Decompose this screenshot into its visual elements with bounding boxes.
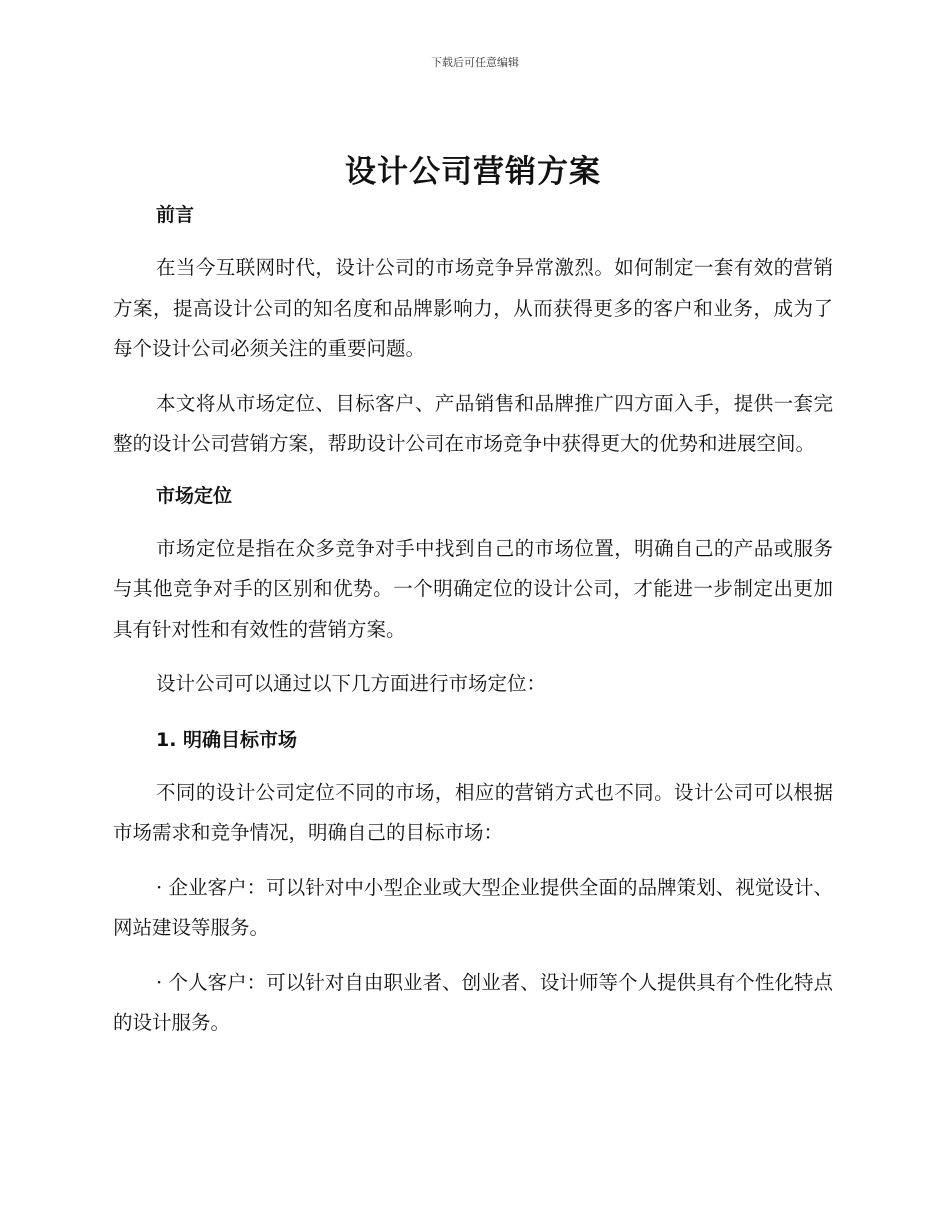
document-title: 设计公司营销方案 xyxy=(345,154,601,190)
paragraph-positioning-1: 市场定位是指在众多竞争对手中找到自己的市场位置，明确自己的产品或服务与其他竞争对手的区别和优势。一个明确定位的设计公司，才能进一步制定出更加具有针对性和有效性的营销方案。 xyxy=(113,536,833,641)
section-heading-market-positioning: 市场定位 xyxy=(156,484,233,507)
document-body xyxy=(113,148,833,1058)
bullet-individual-clients: · 个人客户：可以针对自由职业者、创业者、设计师等个人提供具有个性化特点的设计服务。 xyxy=(113,970,833,1034)
page-header-note: 下载后可任意编辑 xyxy=(431,56,519,69)
paragraph-preface-1: 在当今互联网时代，设计公司的市场竞争异常激烈。如何制定一套有效的营销方案，提高设计公司的知名度和品牌影响力，从而获得更多的客户和业务，成为了每个设计公司必须关注的重要问题。 xyxy=(113,256,833,360)
paragraph-positioning-2: 设计公司可以通过以下几方面进行市场定位： xyxy=(156,672,547,695)
bullet-enterprise-clients: · 企业客户：可以针对中小型企业或大型企业提供全面的品牌策划、视觉设计、网站建设等服务。 xyxy=(113,875,833,939)
subsection-heading-target-market: 1. 明确目标市场 xyxy=(156,728,298,751)
paragraph-preface-2: 本文将从市场定位、目标客户、产品销售和品牌推广四方面入手，提供一套完整的设计公司营销方案，帮助设计公司在市场竞争中获得更大的优势和进展空间。 xyxy=(113,391,833,455)
section-heading-preface: 前言 xyxy=(156,204,195,226)
paragraph-target-market-1: 不同的设计公司定位不同的市场，相应的营销方式也不同。设计公司可以根据市场需求和竞争情况，明确自己的目标市场： xyxy=(113,780,833,844)
